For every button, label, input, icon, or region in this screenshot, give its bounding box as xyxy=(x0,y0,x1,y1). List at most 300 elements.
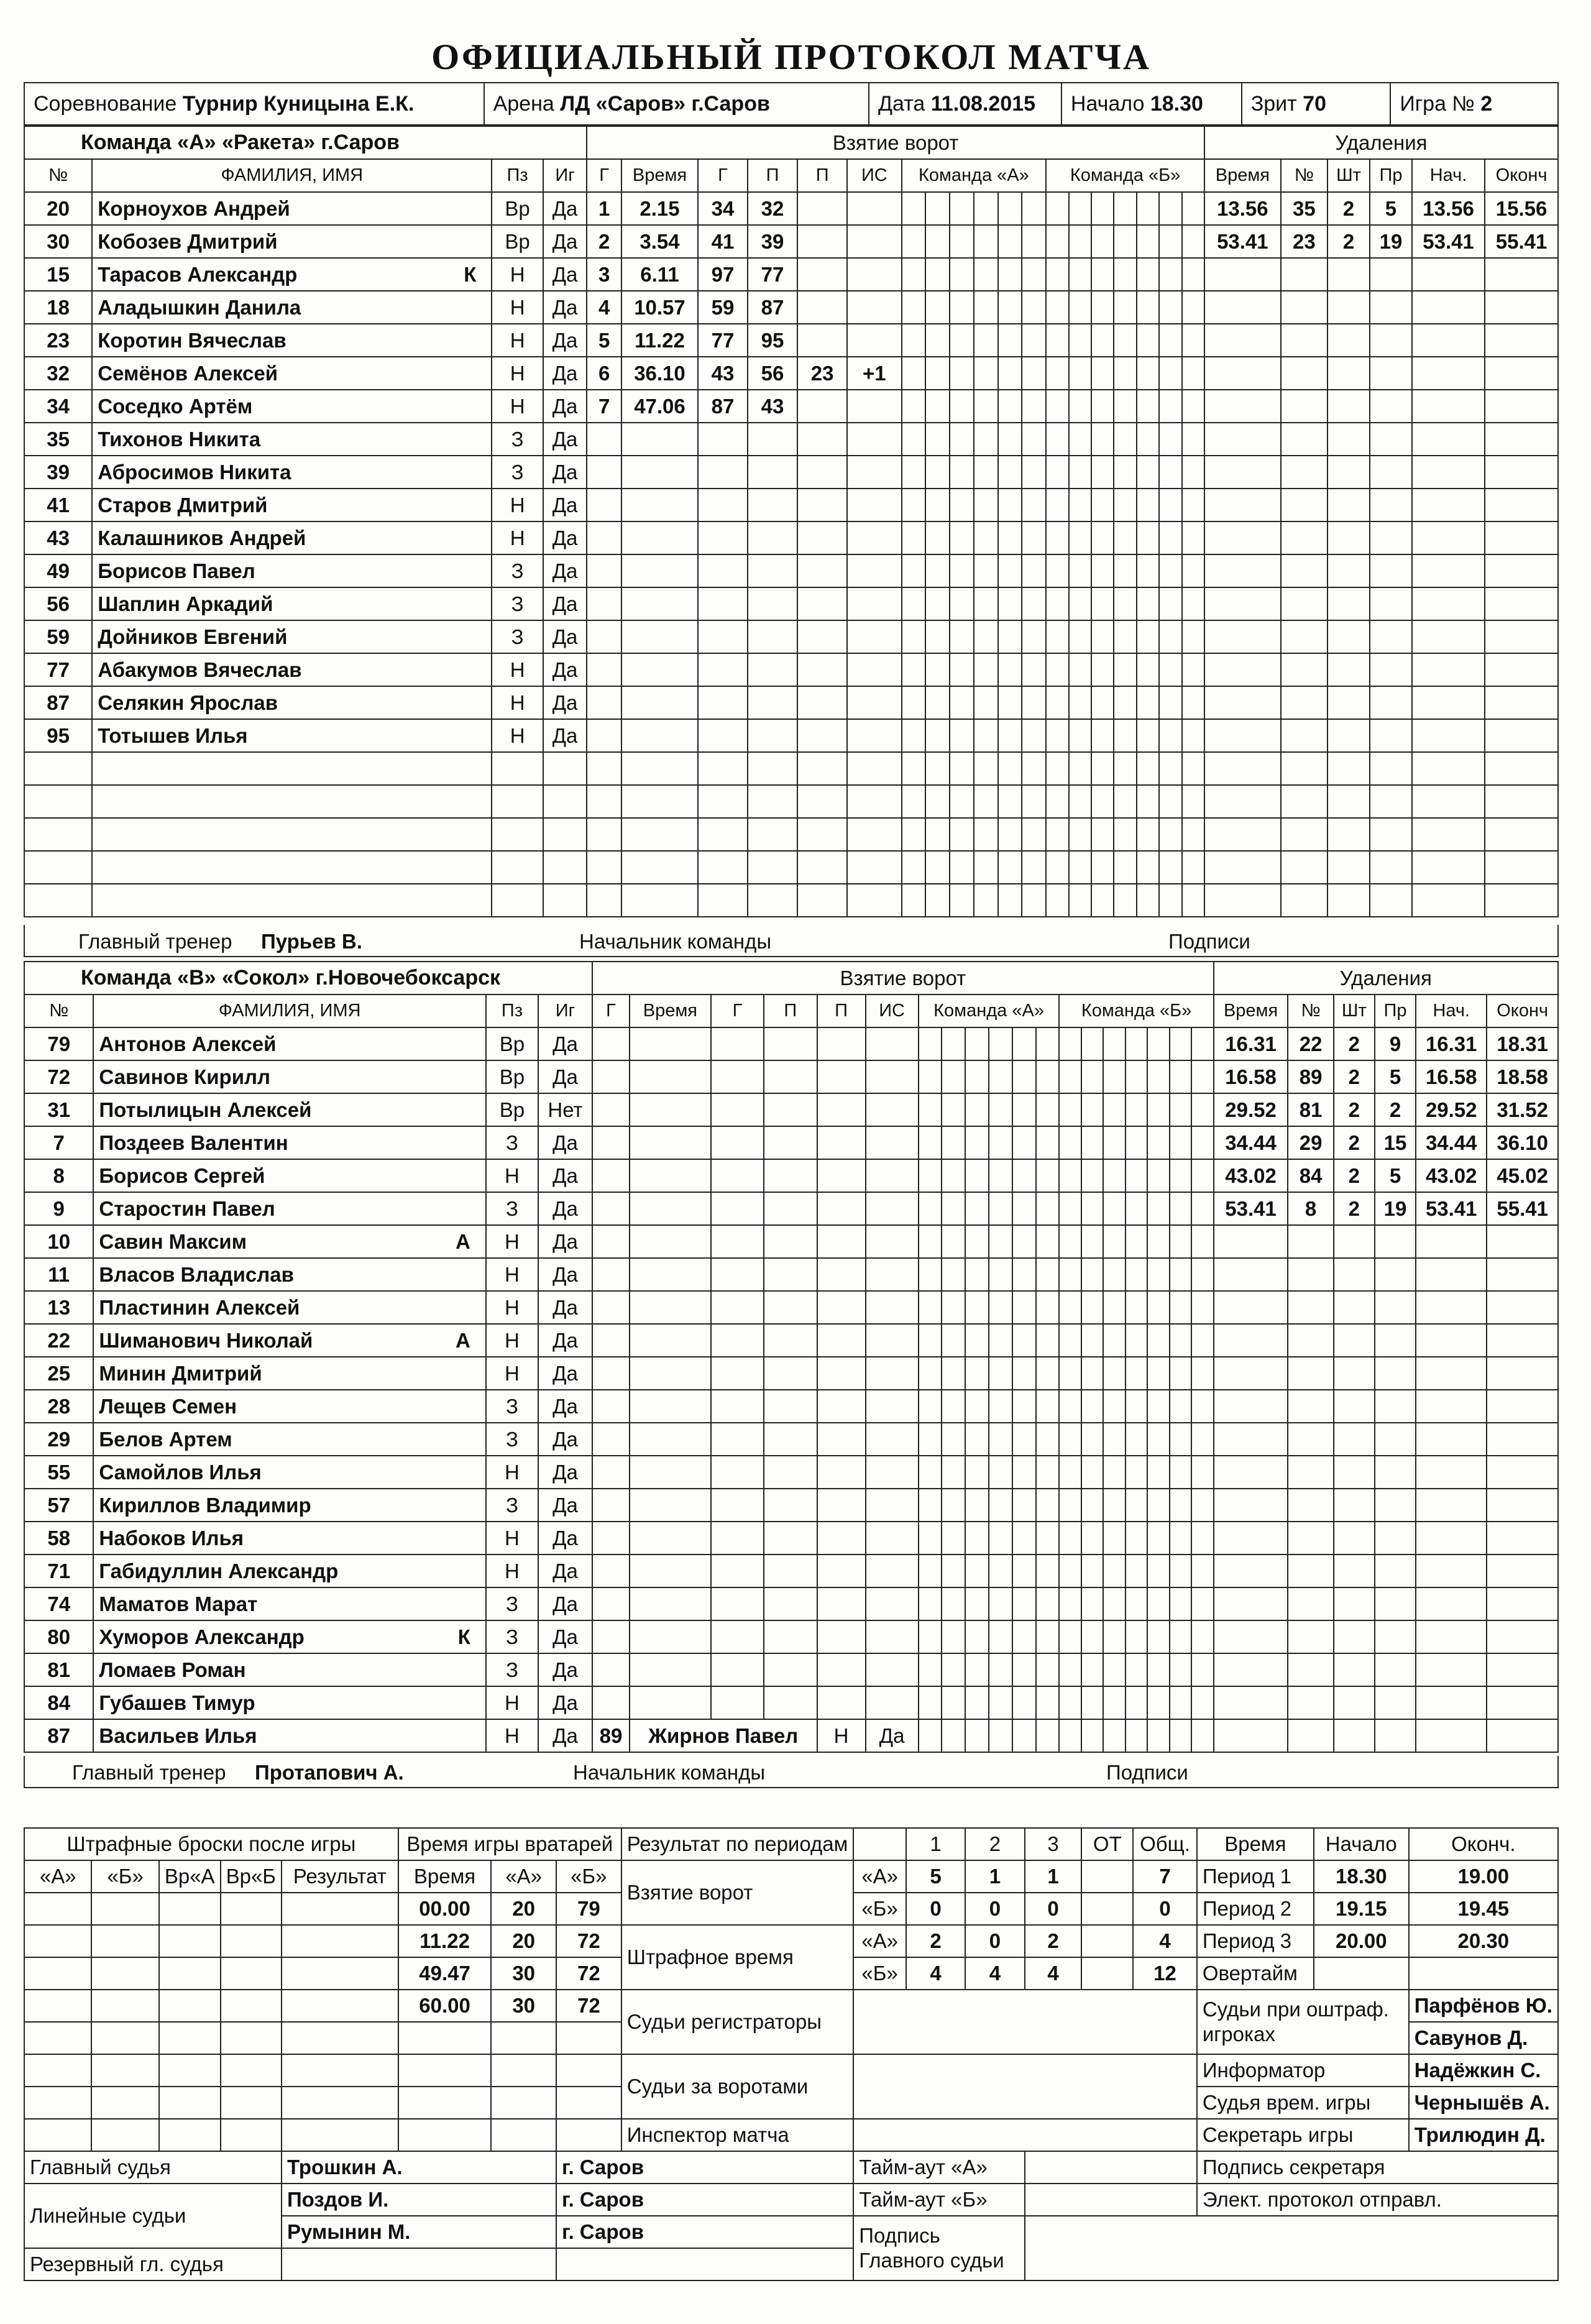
player-name-text: Тотышев Илья xyxy=(98,723,248,747)
goal-time: 11.22 xyxy=(621,324,698,357)
col-g: Г xyxy=(698,159,748,192)
player-name-text: Кобозев Дмитрий xyxy=(98,229,278,253)
player-number: 7 xyxy=(24,1126,93,1159)
col-pen-sht: Шт xyxy=(1327,159,1370,192)
player-number: 77 xyxy=(24,653,92,686)
player-position: Н xyxy=(486,1357,538,1390)
player-position: Н xyxy=(486,1324,538,1357)
period-time-col: Время xyxy=(1197,1828,1314,1860)
pen-time: 16.58 xyxy=(1214,1060,1288,1093)
player-played: Да xyxy=(543,653,587,686)
secretary-name: Трилюдин Д. xyxy=(1409,2119,1558,2151)
goals-b-total: 0 xyxy=(1133,1893,1197,1925)
goal-judges-label: Судьи за воротами xyxy=(621,2054,854,2119)
player-name xyxy=(93,1291,485,1324)
goalie-time-title: Время игры вратарей xyxy=(398,1828,621,1860)
player-number: 87 xyxy=(24,1719,93,1752)
table-row xyxy=(24,521,1558,554)
chief-referee-label: Главный судья xyxy=(24,2151,282,2184)
player-number: 8 xyxy=(24,1159,93,1192)
pen-time: 29.52 xyxy=(1214,1093,1288,1126)
table-row xyxy=(24,1456,1558,1489)
player-position: Н xyxy=(486,1291,538,1324)
goalie-col: Время xyxy=(398,1860,492,1893)
spectators-cell: Зрит 70 xyxy=(1242,83,1391,125)
player-number: 49 xyxy=(24,554,92,587)
reserve-referee-label: Резервный гл. судья xyxy=(24,2248,282,2280)
goal-scorer: 87 xyxy=(698,390,748,423)
table-row xyxy=(24,1390,1558,1423)
goal-time: 10.57 xyxy=(621,291,698,324)
player-played: Да xyxy=(538,1357,592,1390)
goal-scorer: 41 xyxy=(698,225,748,258)
goalie-a: 30 xyxy=(491,1957,556,1990)
table-row xyxy=(24,423,1558,456)
goal-strength xyxy=(847,324,901,357)
player-position: Н xyxy=(492,686,543,719)
linesman-name: Румынин М. xyxy=(282,2216,556,2248)
shootout-title: Штрафные броски после игры xyxy=(24,1828,398,1860)
col-name: ФАМИЛИЯ, ИМЯ xyxy=(92,159,492,192)
player-number: 22 xyxy=(24,1324,93,1357)
table-row xyxy=(24,1357,1558,1390)
pen-player: 35 xyxy=(1281,192,1327,225)
player-number: 34 xyxy=(24,390,92,423)
table-row xyxy=(24,1291,1558,1324)
player-number: 43 xyxy=(24,521,92,554)
chief-signature-label: Подпись Главного судьи xyxy=(853,2216,1024,2280)
player-position: Н xyxy=(492,258,543,291)
player-name-text: Соседко Артём xyxy=(98,394,253,418)
table-row xyxy=(24,1258,1558,1291)
player-number: 57 xyxy=(24,1489,93,1522)
table-row xyxy=(24,620,1558,653)
col-pen-pr: Пр xyxy=(1375,994,1416,1027)
player-number: 41 xyxy=(24,489,92,521)
period-start: 18.30 xyxy=(1314,1860,1409,1893)
informer-label: Информатор xyxy=(1197,2054,1409,2087)
player-played: Да xyxy=(543,423,587,456)
player-played: Да xyxy=(538,1620,592,1653)
goal-assist xyxy=(797,192,847,225)
table-row xyxy=(24,357,1558,390)
player-played: Да xyxy=(538,1324,592,1357)
player-name-text: Маматов Марат xyxy=(99,1592,258,1615)
player-name-text: Абакумов Вячеслав xyxy=(98,658,302,681)
team-b-label: «Б» xyxy=(853,1957,906,1990)
col-team-a: Команда «А» xyxy=(919,994,1060,1027)
goal-time: 47.06 xyxy=(621,390,698,423)
goal-assist: 43 xyxy=(748,390,797,423)
table-row xyxy=(24,1489,1558,1522)
competition-cell: Соревнование Турнир Куницына Е.К. xyxy=(24,83,484,125)
goal-time: 3.54 xyxy=(621,225,698,258)
player-position: Н xyxy=(486,1555,538,1587)
col-p: П xyxy=(764,994,817,1027)
col-pen-time: Время xyxy=(1204,159,1281,192)
goals-a-p2: 1 xyxy=(965,1860,1024,1893)
player-name-text: Габидуллин Александр xyxy=(99,1559,339,1582)
pen-player: 22 xyxy=(1288,1027,1333,1060)
goalie-a: 20 xyxy=(491,1925,556,1957)
player-name xyxy=(92,489,492,521)
col-time: Время xyxy=(630,994,711,1027)
pim-b-ot xyxy=(1081,1957,1133,1990)
pen-player: 8 xyxy=(1288,1192,1333,1225)
pen-time: 43.02 xyxy=(1214,1159,1288,1192)
player-name-text: Савинов Кирилл xyxy=(99,1065,270,1088)
informer-name: Надёжкин С. xyxy=(1409,2054,1558,2087)
table-row xyxy=(24,1324,1558,1357)
player-name-text: Самойлов Илья xyxy=(99,1460,262,1484)
player-number: 11 xyxy=(24,1258,93,1291)
pen-minutes: 2 xyxy=(1334,1126,1375,1159)
player-number: 71 xyxy=(24,1555,93,1587)
player-name xyxy=(92,456,492,489)
player-name-text: Старостин Павел xyxy=(99,1196,275,1220)
table-row xyxy=(24,752,1558,785)
linesman-city: г. Саров xyxy=(556,2184,853,2216)
team-b-coach: Протапович А. xyxy=(255,1761,404,1784)
pen-start: 53.41 xyxy=(1416,1192,1487,1225)
pen-player: 89 xyxy=(1288,1060,1333,1093)
player-name xyxy=(93,1719,485,1752)
player-name-text: Корноухов Андрей xyxy=(98,196,290,220)
period-start xyxy=(1314,1957,1409,1990)
goals-a-p3: 1 xyxy=(1025,1860,1082,1893)
player-name-text: Аладышкин Данила xyxy=(98,295,301,319)
penalty-box-label: Судьи при оштраф. игроках xyxy=(1197,1990,1409,2054)
player-name xyxy=(93,1225,485,1258)
col-p: П xyxy=(748,159,797,192)
player-name xyxy=(92,192,492,225)
secretary-label: Секретарь игры xyxy=(1197,2119,1409,2151)
player-name xyxy=(93,1620,485,1653)
pen-reason: 15 xyxy=(1375,1126,1416,1159)
period-time-col: Оконч. xyxy=(1409,1828,1558,1860)
player-name xyxy=(93,1390,485,1423)
player-position: Вр xyxy=(486,1093,538,1126)
player-name xyxy=(92,225,492,258)
pen-start: 13.56 xyxy=(1412,192,1485,225)
player-name xyxy=(93,1555,485,1587)
team-a-footer xyxy=(24,925,1559,957)
linesmen-label: Линейные судьи xyxy=(24,2184,282,2248)
table-row xyxy=(24,1423,1558,1456)
table-row xyxy=(24,1686,1558,1719)
player-number: 79 xyxy=(24,1027,93,1060)
col-pen-num: № xyxy=(1288,994,1333,1027)
player-name-text: Коротин Вячеслав xyxy=(98,328,287,352)
timeout-a-label: Тайм-аут «А» xyxy=(853,2151,1024,2184)
col-pen-sht: Шт xyxy=(1334,994,1375,1027)
goalie-time: 00.00 xyxy=(398,1893,492,1925)
goals-b-p2: 0 xyxy=(965,1893,1024,1925)
goal-scorer: 59 xyxy=(698,291,748,324)
team_a-title: Команда «А» «Ракета» г.Саров xyxy=(24,126,587,159)
table-row xyxy=(24,456,1558,489)
player-position: Н xyxy=(492,357,543,390)
col-is: ИС xyxy=(847,159,901,192)
player-number: 55 xyxy=(24,1456,93,1489)
chief-referee-city: г. Саров xyxy=(556,2151,853,2184)
goalie-a: 30 xyxy=(491,1990,556,2022)
pen-start: 16.58 xyxy=(1416,1060,1487,1093)
table-row xyxy=(24,1555,1558,1587)
pen-start: 29.52 xyxy=(1416,1093,1487,1126)
player-name-text: Минин Дмитрий xyxy=(99,1361,262,1385)
player-position: З xyxy=(486,1587,538,1620)
player-position: Н xyxy=(492,390,543,423)
team-b-table xyxy=(24,961,1559,1753)
goal-time: 2.15 xyxy=(621,192,698,225)
player-number: 58 xyxy=(24,1522,93,1555)
player-number: 59 xyxy=(24,620,92,653)
player-number: 29 xyxy=(24,1423,93,1456)
player-name-text: Дойников Евгений xyxy=(98,625,288,648)
pim-b-p2: 4 xyxy=(965,1957,1024,1990)
table-row xyxy=(24,1126,1558,1159)
player-name xyxy=(93,1587,485,1620)
linesman-name: Поздов И. xyxy=(282,2184,556,2216)
goalie-b: 72 xyxy=(556,1990,621,2022)
shootout-col: Вр«А xyxy=(159,1860,221,1893)
player-name xyxy=(93,1357,485,1390)
table-row xyxy=(24,291,1558,324)
period-col: 2 xyxy=(965,1828,1024,1860)
pim-label: Штрафное время xyxy=(621,1925,854,1990)
player-number: 23 xyxy=(24,324,92,357)
player-name xyxy=(93,1192,485,1225)
pen-reason: 5 xyxy=(1375,1060,1416,1093)
goal-strength xyxy=(847,225,901,258)
player-played: Да xyxy=(543,719,587,752)
col-pen-end: Оконч xyxy=(1485,159,1558,192)
player-position: Н xyxy=(492,719,543,752)
col-played: Иг xyxy=(543,159,587,192)
table-row xyxy=(24,258,1558,291)
goals-title: Взятие ворот xyxy=(587,126,1204,159)
chief-referee-name: Трошкин А. xyxy=(282,2151,556,2184)
table-row xyxy=(24,324,1558,357)
player-name-text: Потылицын Алексей xyxy=(99,1098,312,1121)
player-number: 13 xyxy=(24,1291,93,1324)
col-pen-time: Время xyxy=(1214,994,1288,1027)
pen-reason: 19 xyxy=(1370,225,1412,258)
table-row xyxy=(24,851,1558,884)
player-played: Да xyxy=(543,587,587,620)
player-position: Вр xyxy=(492,225,543,258)
player-name-text: Белов Артем xyxy=(99,1427,232,1451)
e-protocol-label: Элект. протокол отправл. xyxy=(1197,2184,1558,2216)
goal-assist xyxy=(797,390,847,423)
table-row xyxy=(24,390,1558,423)
signatures-label: Подписи xyxy=(1168,930,1250,953)
goals-b-ot xyxy=(1081,1893,1133,1925)
player-position: Н xyxy=(492,291,543,324)
table-row xyxy=(24,785,1558,818)
pen-reason: 5 xyxy=(1370,192,1412,225)
player-number: 10 xyxy=(24,1225,93,1258)
player-name-text: Хуморов Александр xyxy=(99,1625,305,1648)
col-pen-end: Оконч xyxy=(1487,994,1558,1027)
player-played: Да xyxy=(538,1390,592,1423)
player-number: 39 xyxy=(24,456,92,489)
player-played: Да xyxy=(538,1423,592,1456)
periods-title: Результат по периодам xyxy=(621,1828,854,1860)
match-header xyxy=(24,82,1559,126)
player-name-text: Лещев Семен xyxy=(99,1394,237,1418)
table-row xyxy=(24,1522,1558,1555)
pen-minutes: 2 xyxy=(1334,1159,1375,1192)
team-b-footer xyxy=(24,1756,1559,1788)
col-pos: Пз xyxy=(492,159,543,192)
goalie-col: «Б» xyxy=(556,1860,621,1893)
goal-strength xyxy=(847,258,901,291)
player-role: А xyxy=(456,1328,470,1352)
player-number: 95 xyxy=(24,719,92,752)
pen-end: 31.52 xyxy=(1487,1093,1558,1126)
pen-end: 55.41 xyxy=(1487,1192,1558,1225)
pim-b-total: 12 xyxy=(1133,1957,1197,1990)
goal-assist: 87 xyxy=(748,291,797,324)
pen-time: 53.41 xyxy=(1214,1192,1288,1225)
period-start: 20.00 xyxy=(1314,1925,1409,1957)
player-name xyxy=(92,620,492,653)
col-pen-num: № xyxy=(1281,159,1327,192)
goal-time: 36.10 xyxy=(621,357,698,390)
player-name xyxy=(92,258,492,291)
pen-player: 29 xyxy=(1288,1126,1333,1159)
pim-b-p1: 4 xyxy=(906,1957,965,1990)
goals-a-ot xyxy=(1081,1860,1133,1893)
player-played: Да xyxy=(543,225,587,258)
player-position: Вр xyxy=(486,1060,538,1093)
player-played: Да xyxy=(543,390,587,423)
player-position: З xyxy=(486,1192,538,1225)
scorers-label: Судьи регистраторы xyxy=(621,1990,854,2054)
player-number: 25 xyxy=(24,1357,93,1390)
table-row xyxy=(24,1225,1558,1258)
col-team-a: Команда «А» xyxy=(902,159,1047,192)
goal-assist: 39 xyxy=(748,225,797,258)
pen-time: 16.31 xyxy=(1214,1027,1288,1060)
goal-scorer: 43 xyxy=(698,357,748,390)
player-position: Н xyxy=(492,653,543,686)
player-position: Вр xyxy=(492,192,543,225)
player-played: Да xyxy=(543,686,587,719)
col-pos: Пз xyxy=(486,994,538,1027)
player-name xyxy=(93,1653,485,1686)
player-name-text: Пластинин Алексей xyxy=(99,1295,300,1319)
team_b-title: Команда «В» «Сокол» г.Новочебоксарск xyxy=(24,962,592,994)
player-number: 74 xyxy=(24,1587,93,1620)
period-col: 3 xyxy=(1025,1828,1082,1860)
timekeeper-label: Судья врем. игры xyxy=(1197,2087,1409,2119)
team-a-label: «А» xyxy=(853,1925,906,1957)
pen-minutes: 2 xyxy=(1327,192,1370,225)
table-row xyxy=(24,1192,1558,1225)
player-name xyxy=(93,1060,485,1093)
table-row xyxy=(24,192,1558,225)
table-row xyxy=(24,1060,1558,1093)
player-position: З xyxy=(486,1390,538,1423)
player-name xyxy=(92,291,492,324)
goalie-col: «А» xyxy=(491,1860,556,1893)
penalty-box-name: Савунов Д. xyxy=(1409,2022,1558,2054)
player-played: Да xyxy=(543,489,587,521)
pen-start: 16.31 xyxy=(1416,1027,1487,1060)
player-number: 9 xyxy=(24,1192,93,1225)
player-number: 31 xyxy=(24,1093,93,1126)
player-name-text: Калашников Андрей xyxy=(98,526,306,549)
col-time: Время xyxy=(621,159,698,192)
goal-strength xyxy=(847,192,901,225)
player-number: 35 xyxy=(24,423,92,456)
player-played: Нет xyxy=(538,1093,592,1126)
goal-assist: 56 xyxy=(748,357,797,390)
goalie-time: 60.00 xyxy=(398,1990,492,2022)
period-end: 19.00 xyxy=(1409,1860,1558,1893)
goal-index: 7 xyxy=(587,390,621,423)
player-name-text: Тарасов Александр xyxy=(98,262,298,286)
player-number: 28 xyxy=(24,1390,93,1423)
player-played: Да xyxy=(538,1225,592,1258)
player-name-text: Шиманович Николай xyxy=(99,1328,313,1352)
player-name xyxy=(93,1093,485,1126)
player-position: З xyxy=(492,554,543,587)
player-position: Н xyxy=(486,1719,538,1752)
player-name xyxy=(92,587,492,620)
player-position: Н xyxy=(486,1686,538,1719)
goal-index: 3 xyxy=(587,258,621,291)
player-played: Да xyxy=(543,554,587,587)
shootout-col: «Б» xyxy=(91,1860,158,1893)
goals-a-p1: 5 xyxy=(906,1860,965,1893)
player-played: Да xyxy=(543,456,587,489)
player-played: Да xyxy=(543,620,587,653)
goalie-b: 72 xyxy=(556,1925,621,1957)
pen-reason: 5 xyxy=(1375,1159,1416,1192)
col-g: Г xyxy=(711,994,764,1027)
date-cell: Дата 11.08.2015 xyxy=(869,83,1061,125)
player-name-text: Савин Максим xyxy=(99,1229,247,1253)
player-played: Да xyxy=(543,192,587,225)
table-row xyxy=(24,225,1558,258)
goals-b-p1: 0 xyxy=(906,1893,965,1925)
player-played: Да xyxy=(538,1060,592,1093)
player-position: Н xyxy=(486,1159,538,1192)
goal-time: 6.11 xyxy=(621,258,698,291)
player-name xyxy=(93,1489,485,1522)
game-number-cell: Игра № 2 xyxy=(1390,83,1558,125)
col-pen-start: Нач. xyxy=(1416,994,1487,1027)
team-b-label: «Б» xyxy=(853,1893,906,1925)
goals-a-total: 7 xyxy=(1133,1860,1197,1893)
table-row xyxy=(24,489,1558,521)
pen-player: 84 xyxy=(1288,1159,1333,1192)
player-played: Да xyxy=(538,1159,592,1192)
start-cell: Начало 18.30 xyxy=(1061,83,1242,125)
player-played: Да xyxy=(538,1719,592,1752)
table-row xyxy=(24,1587,1558,1620)
pim-a-total: 4 xyxy=(1133,1925,1197,1957)
player-name xyxy=(92,686,492,719)
player-position: З xyxy=(492,456,543,489)
secretary-signature-label: Подпись секретаря xyxy=(1197,2151,1558,2184)
period-time-col: Начало xyxy=(1314,1828,1409,1860)
player-name-text: Ломаев Роман xyxy=(99,1658,246,1681)
